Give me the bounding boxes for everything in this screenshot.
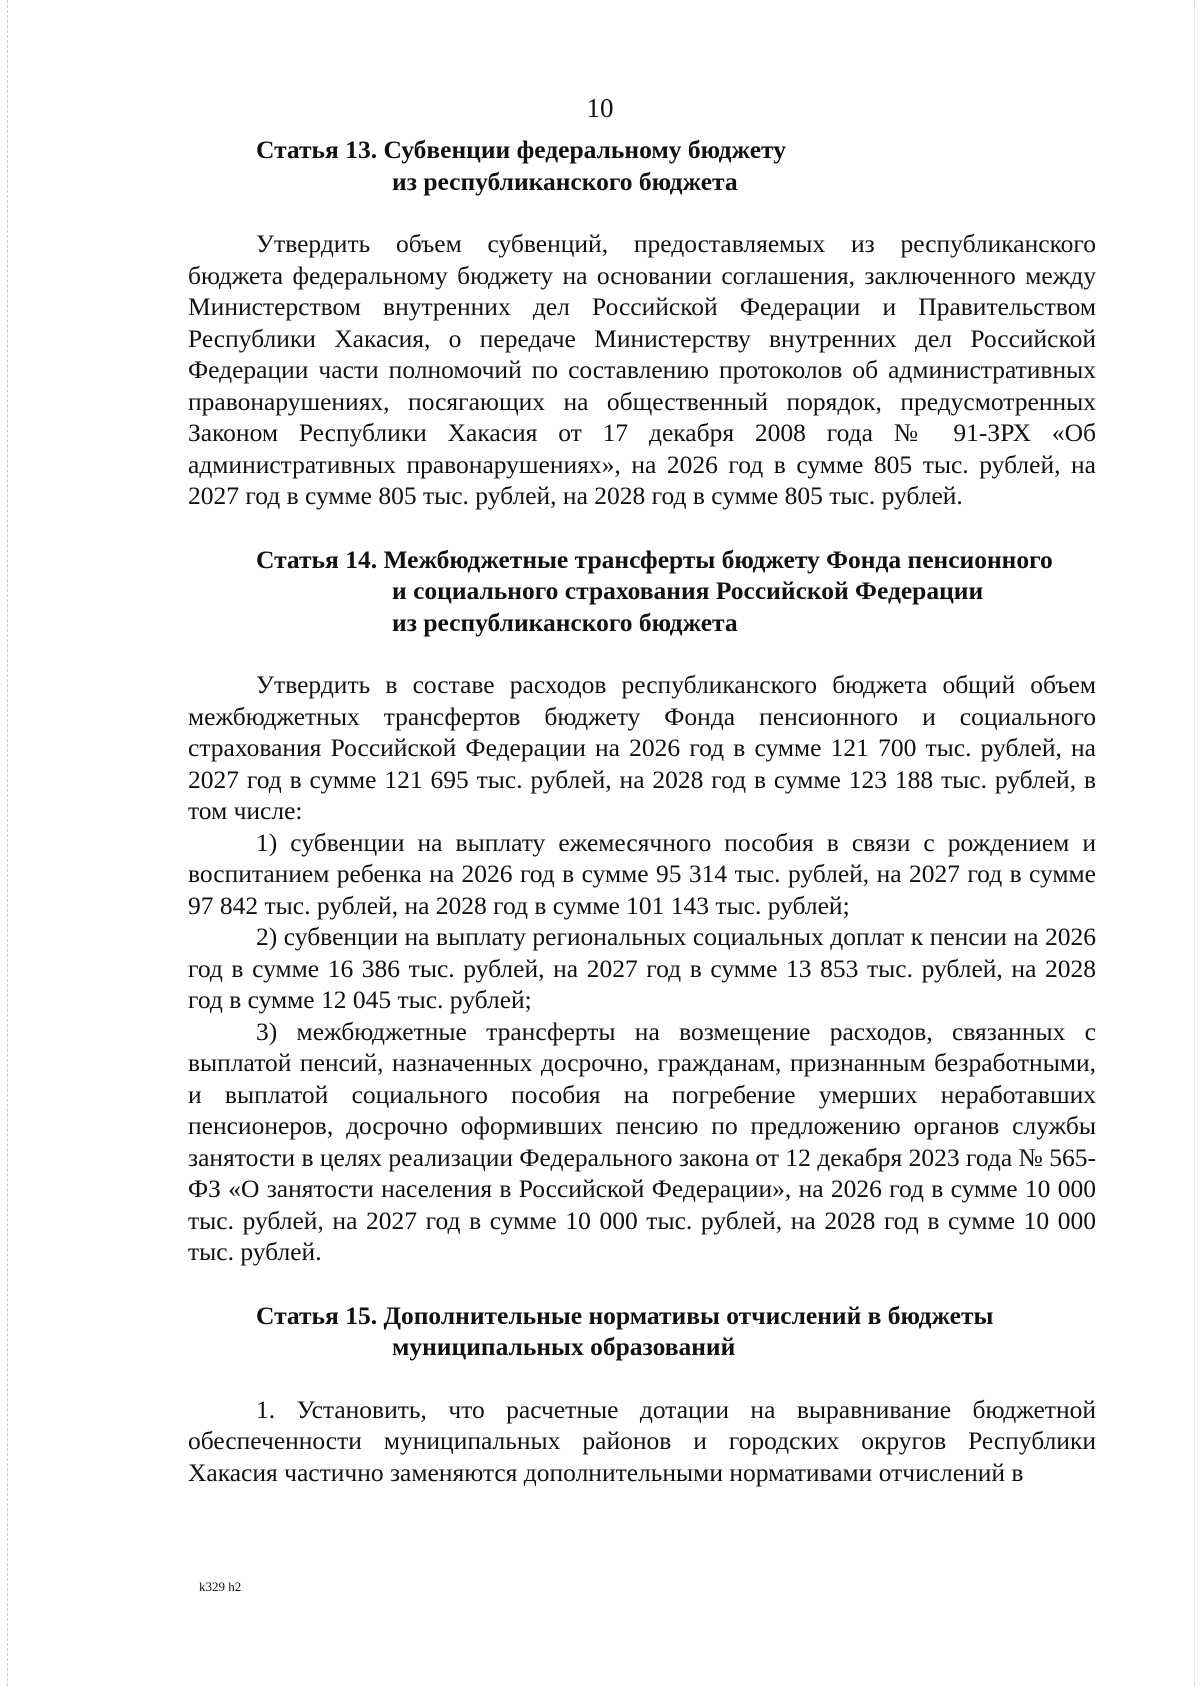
scan-edge-right <box>1194 0 1196 1686</box>
heading-line: муниципальных образований <box>392 1332 736 1361</box>
heading-line: из республиканского бюджета <box>392 166 738 196</box>
document-body <box>188 134 1096 1488</box>
heading-line: Статья 15. Дополнительные нормативы отчислений в бюджеты <box>256 1300 994 1330</box>
article-14-heading <box>188 544 1096 639</box>
heading-line: Статья 14. Межбюджетные трансферты бюджету Фонда пенсионного <box>256 544 1053 574</box>
heading-line: Статья 13. Субвенции федеральному бюджету <box>256 135 786 164</box>
article-13-heading <box>188 134 1096 197</box>
article-15-heading <box>188 1300 1096 1363</box>
heading-line: и социального страхования Российской Федерации <box>392 576 984 605</box>
page-number: 10 <box>586 93 614 123</box>
article-15-paragraph-1: 1. Установить, что расчетные дотации на выравнивание бюджетной обеспеченности муниципальных районов и городских округов Республики Хакасия частично заменяются дополнительными нормативами отчислений в <box>188 1394 1096 1487</box>
article-14-item-3: 3) межбюджетные трансферты на возмещение расходов, связанных с выплатой пенсий, назначенных досрочно, гражданам, признанным безработными, и выплатой социального пособия на погребение умерших неработавших пенсионеров, досрочно оформивших пенсию по предложению органов службы занятости в целях реализации Федерального закона от 12 декабря 2023 года № 565-ФЗ «О занятости населения в Российской Федерации», на 2026 год в сумме 10 000 тыс. рублей, на 2027 год в сумме 10 000 тыс. рублей, на 2028 год в сумме 10 000 тыс. рублей. <box>188 1016 1096 1266</box>
scan-edge-left <box>7 0 9 1686</box>
footer-document-code: k329 h2 <box>199 1579 242 1594</box>
article-13-paragraph: Утвердить объем субвенций, предоставляемых из республиканского бюджета федеральному бюджету на основании соглашения, заключенного между Министерством внутренних дел Российской Федерации и Правительством Республики Хакасия, о передаче Министерству внутренних дел Российской Федерации части полномочий по составлению протоколов об административных правонарушениях, посягающих на общественный порядок, предусмотренных Законом Республики Хакасия от 17 декабря 2008 года № 91-ЗРХ «Об административных правонарушениях», на 2026 год в сумме 805 тыс. рублей, на 2027 год в сумме 805 тыс. рублей, на 2028 год в сумме 805 тыс. рублей. <box>188 229 1096 510</box>
article-14-item-1: 1) субвенции на выплату ежемесячного пособия в связи с рождением и воспитанием ребенка на 2026 год в сумме 95 314 тыс. рублей, на 2027 год в сумме 97 842 тыс. рублей, на 2028 год в сумме 101 143 тыс. рублей; <box>188 827 1096 920</box>
article-14-paragraph-intro: Утвердить в составе расходов республиканского бюджета общий объем межбюджетных трансфертов бюджету Фонда пенсионного и социального страхования Российской Федерации на 2026 год в сумме 121 700 тыс. рублей, на 2027 год в сумме 121 695 тыс. рублей, на 2028 год в сумме 123 188 тыс. рублей, в том числе: <box>188 670 1096 825</box>
article-14-item-2: 2) субвенции на выплату региональных социальных доплат к пенсии на 2026 год в сумме 16 386 тыс. рублей, на 2027 год в сумме 13 853 тыс. рублей, на 2028 год в сумме 12 045 тыс. рублей; <box>188 922 1096 1014</box>
heading-line: из республиканского бюджета <box>392 607 738 637</box>
